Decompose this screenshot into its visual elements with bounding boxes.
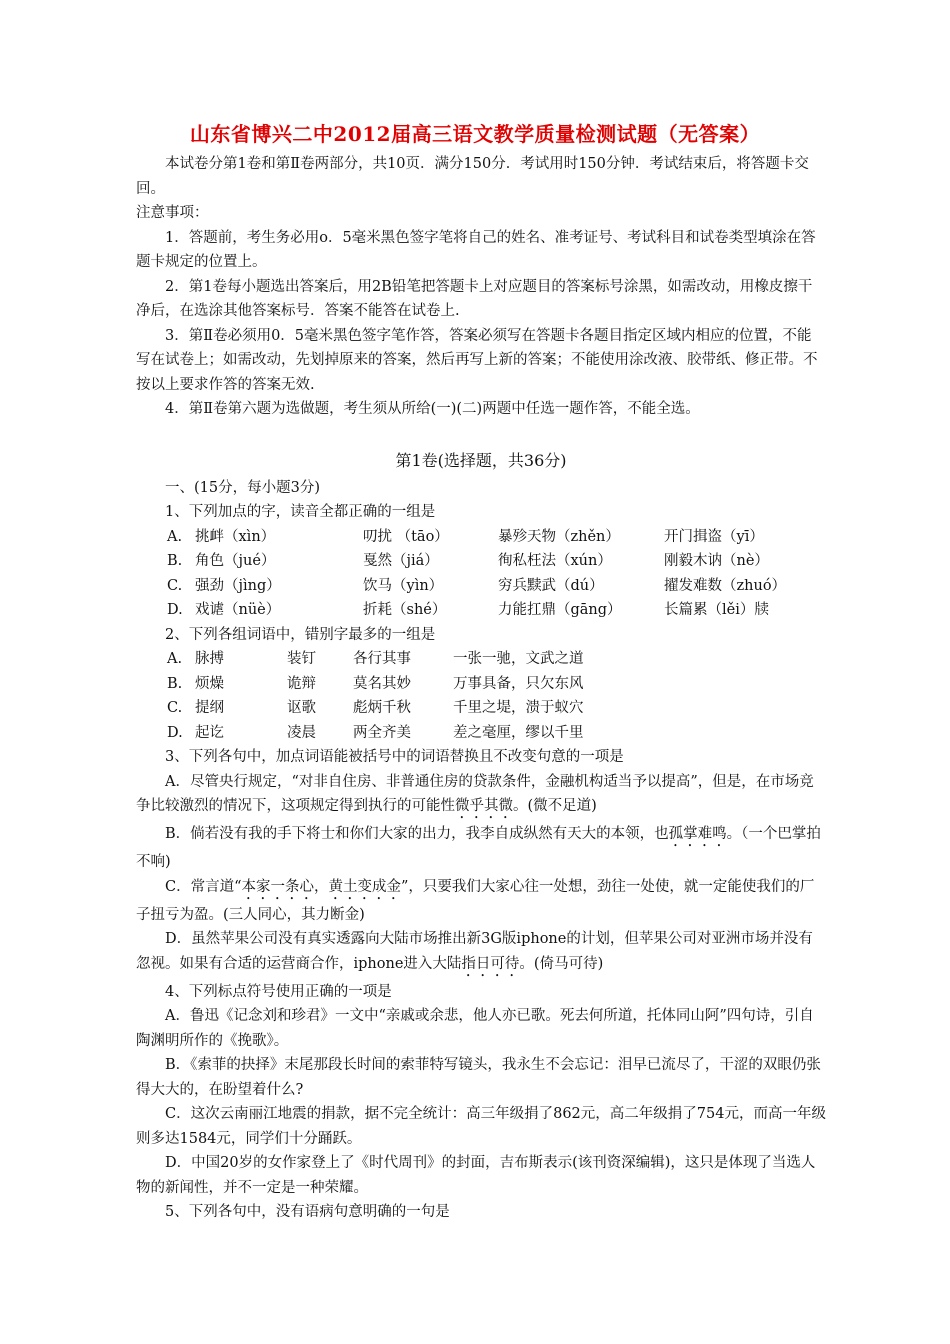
- option-label: C.: [167, 577, 183, 594]
- option-label: A.: [167, 651, 183, 667]
- option-label: C.: [167, 700, 183, 716]
- option-item: 彪炳千秋: [353, 700, 411, 716]
- option-row: [136, 549, 826, 574]
- option-label: A.: [167, 528, 183, 545]
- option-label: B.: [167, 675, 183, 692]
- dotted-phrase: 本家一条心，黄土变成金: [241, 878, 402, 895]
- option-item: 差之毫厘，缪以千里: [453, 724, 584, 741]
- option-text: B．倘若没有我的手下将士和你们大家的出力，我李自成纵然有天大的本领，也: [165, 826, 669, 842]
- option-item: 穷兵黩武（dú）: [498, 577, 604, 594]
- notice-item: 2．第1卷每小题选出答案后，用2B铅笔把答题卡上对应题目的答案标号涂黑，如需改动，用橡皮擦干净后，在选涂其他答案标号．答案不能答在试卷上.: [136, 278, 813, 319]
- option-row: [136, 647, 826, 672]
- option-row: [136, 598, 826, 623]
- option-item: 开门揖盗（yī）: [664, 528, 764, 545]
- intro-paragraph: 本试卷分第1卷和第Ⅱ卷两部分，共10页．满分150分．考试用时150分钟．考试结束后，将答题卡交回。: [136, 156, 809, 197]
- option-text: 。(微不足道): [513, 798, 597, 814]
- option-item: 讴歌: [287, 700, 316, 716]
- option-text: C．常言道“: [165, 878, 242, 895]
- option-item: 强劲（jìng）: [195, 577, 281, 594]
- option-item: 擢发难数（zhuó）: [664, 577, 787, 594]
- option-item: 戛然（jiá）: [363, 553, 439, 569]
- option-item: 饮马（yìn）: [363, 577, 444, 594]
- option-item: 莫名其妙: [353, 675, 411, 692]
- option-label: D.: [167, 602, 183, 618]
- dotted-phrase: 指日可待: [461, 955, 520, 972]
- option-text: ”，只要我们大家心往一处想，劲往一处使，就一定能使我们的厂子扭亏为盈。(三人同心，其力断金): [136, 878, 815, 923]
- option-item: 徇私枉法（xún）: [498, 553, 612, 569]
- option-item: 千里之堤，溃于蚁穴: [453, 700, 584, 716]
- option-item: 刚毅木讷（nè）: [664, 553, 769, 569]
- option-item: 暴殄天物（zhěn）: [498, 528, 620, 545]
- option-item: 诡辩: [287, 675, 316, 692]
- option-label: D.: [167, 724, 183, 741]
- option-paragraph: A．鲁迅《记念刘和珍君》一文中“亲戚或余悲，他人亦已歌。死去何所道，托体同山阿”四句诗，引自陶渊明所作的《挽歌》。: [136, 1008, 814, 1049]
- option-row: [136, 574, 826, 599]
- question-stem: 1、下列加点的字，读音全都正确的一组是: [165, 504, 436, 520]
- dotted-phrase: 微乎其微: [455, 798, 513, 814]
- option-item: 戏谑（nüè）: [195, 602, 281, 618]
- option-row: [136, 721, 826, 746]
- option-item: 万事具备，只欠东风: [453, 675, 584, 692]
- option-row: [136, 525, 826, 550]
- option-row: [136, 696, 826, 721]
- question-stem: 4、下列标点符号使用正确的一项是: [165, 983, 392, 1000]
- exam-content: [136, 152, 826, 1225]
- option-paragraph: [136, 875, 826, 928]
- option-text: A．尽管央行规定，“对非自住房、非普通住房的贷款条件，金融机构适当予以提高”，但是，在市场竞争比较激烈的情况下，这项规定得到执行的可能性: [136, 773, 814, 814]
- option-item: 角色（jué）: [195, 553, 276, 569]
- option-paragraph: [136, 770, 826, 823]
- notice-item: 1．答题前，考生务必用o．5毫米黑色签字笔将自己的姓名、准考证号、考试科目和试卷类型填涂在答题卡规定的位置上。: [136, 229, 816, 270]
- option-item: 长篇累（lěi）牍: [664, 602, 769, 618]
- option-item: 起讫: [195, 724, 224, 741]
- option-item: 烦燥: [195, 675, 224, 692]
- dotted-phrase: 孤掌难鸣: [668, 826, 727, 842]
- notice-item: 3．第Ⅱ卷必须用0．5毫米黑色签字笔作答，答案必须写在答题卡各题目指定区域内相应的位置，不能写在试卷上；如需改动，先划掉原来的答案，然后再写上新的答案；不能使用涂改液、胶带纸、修正带。不按以上要求作答的答案无效.: [136, 327, 818, 393]
- question-stem: 3、下列各句中，加点词语能被括号中的词语替换且不改变句意的一项是: [165, 749, 624, 765]
- option-item: 提纲: [195, 700, 224, 716]
- option-label: B.: [167, 553, 183, 569]
- option-item: 两全齐美: [353, 724, 411, 741]
- notice-heading: 注意事项：: [136, 205, 209, 221]
- notice-item: 4．第Ⅱ卷第六题为选做题，考生须从所给(一)(二)两题中任选一题作答，不能全选。: [165, 401, 700, 417]
- option-item: 一张一驰，文武之道: [453, 651, 584, 667]
- option-text: 。（一个巴掌拍不响): [136, 826, 821, 870]
- option-paragraph: [136, 927, 826, 980]
- option-paragraph: C．这次云南丽江地震的捐款，据不完全统计：高三年级捐了862元，高二年级捐了754元，而高一年级则多达1584元，同学们十分踊跃。: [136, 1106, 826, 1147]
- question-stem: 5、下列各句中，没有语病句意明确的一句是: [165, 1204, 450, 1220]
- q2-options: [136, 647, 826, 745]
- option-item: 挑衅（xìn）: [195, 528, 276, 545]
- page-title: 山东省博兴二中2012届高三语文教学质量检测试题（无答案）: [189, 122, 761, 146]
- option-item: 力能扛鼎（gāng）: [498, 602, 622, 618]
- option-paragraph: [136, 822, 826, 875]
- option-text: D．虽然苹果公司没有真实透露向大陆市场推出新3G版iphone的计划，但苹果公司对亚洲市场并没有忽视。如果有合适的运营商合作，iphone进入大陆: [136, 931, 813, 972]
- option-text: 。(倚马可待): [519, 955, 604, 972]
- option-item: 折耗（shé）: [363, 602, 447, 618]
- part-heading: 一、(15分，每小题3分): [165, 479, 320, 496]
- q1-options: [136, 525, 826, 623]
- section-title: 第1卷(选择题，共36分): [395, 450, 567, 470]
- option-item: 各行其事: [353, 651, 411, 667]
- option-paragraph: B．《索菲的抉择》末尾那段长时间的索菲特写镜头，我永生不会忘记：泪早已流尽了，干涩的双眼仍张得大大的，在盼望着什么?: [136, 1057, 821, 1098]
- option-item: 凌晨: [287, 724, 316, 741]
- option-item: 装钉: [287, 651, 316, 667]
- option-paragraph: D．中国20岁的女作家登上了《时代周刊》的封面，吉布斯表示(该刊资深编辑)，这只是体现了当选人物的新闻性，并不一定是一种荣耀。: [136, 1155, 816, 1196]
- option-item: 脉搏: [195, 651, 224, 667]
- option-row: [136, 672, 826, 697]
- question-stem: 2、下列各组词语中，错别字最多的一组是: [165, 626, 436, 643]
- option-item: 叨扰 （tāo）: [363, 528, 449, 545]
